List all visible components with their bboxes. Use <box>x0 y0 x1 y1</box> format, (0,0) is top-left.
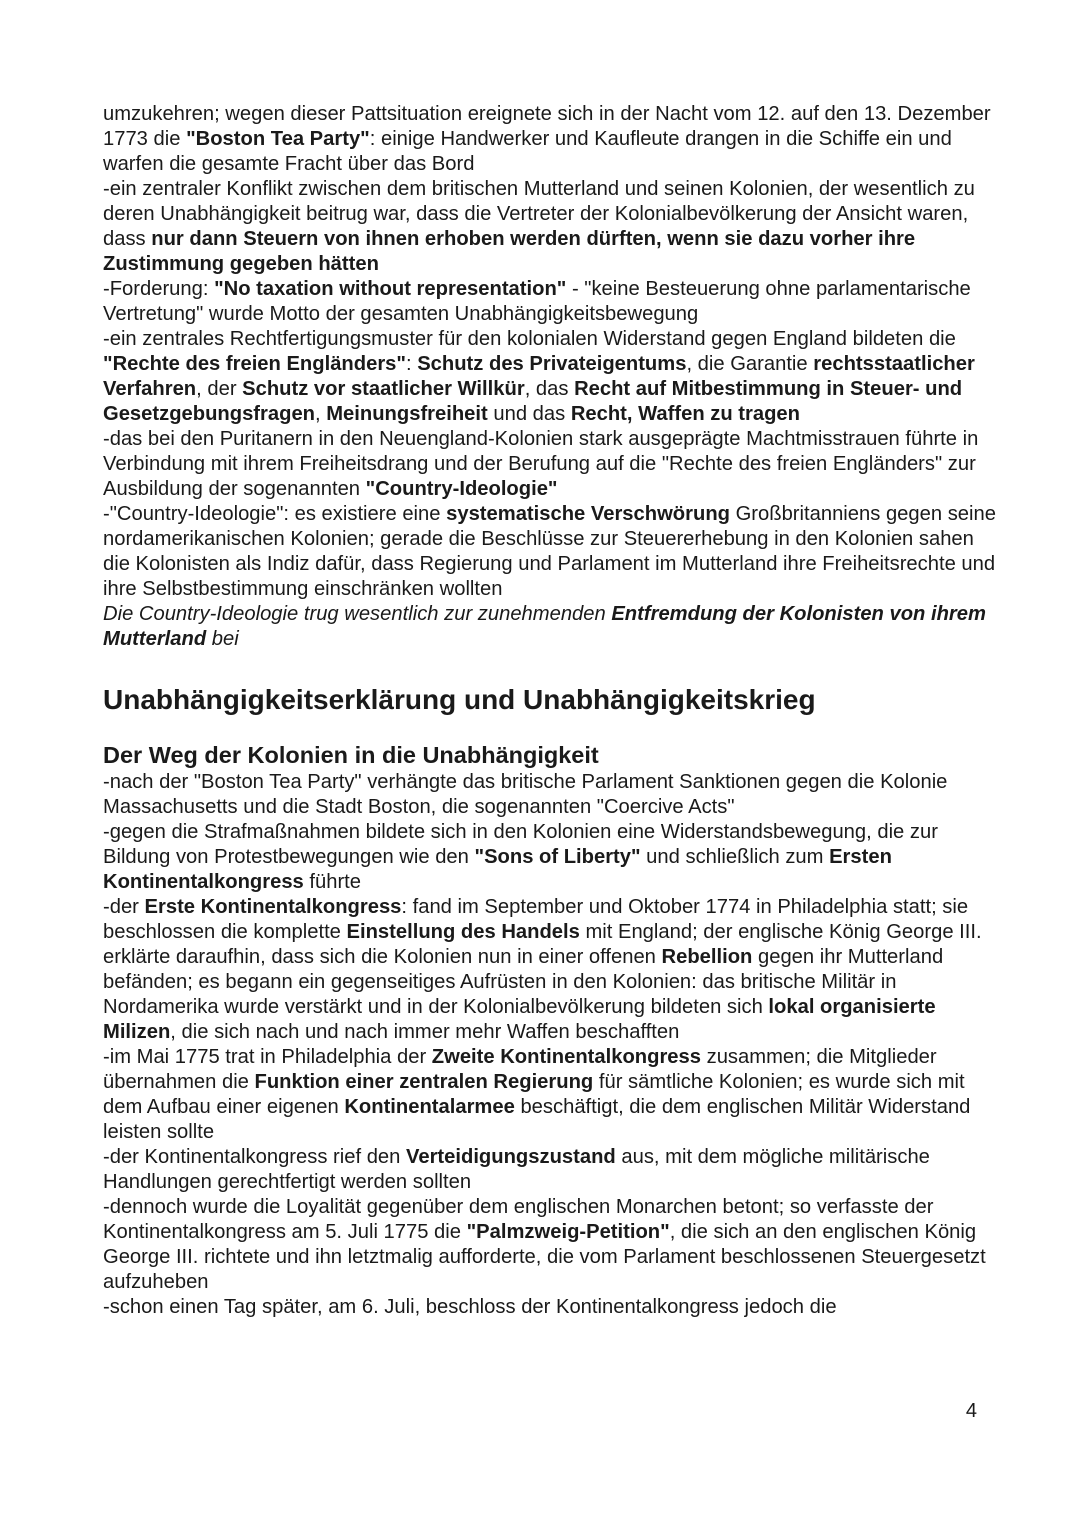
text: aus, mit dem mögliche militärische Handlungen gerechtfertigt werden sollten <box>103 1146 936 1193</box>
bold-text: Zweite Kontinentalkongress <box>431 1046 701 1068</box>
text: -"Country-Ideologie": es existiere eine <box>103 503 447 525</box>
bold-text: Entfremdung der Kolonisten von ihrem Mutterland <box>103 603 992 650</box>
text: beschäftigt, die dem englischen Militär Widerstand leisten sollte <box>103 1096 977 1143</box>
text: -ein zentraler Konflikt zwischen dem britischen Mutterland und seinen Kolonien, der wesentlich zu deren Unabhängigkeit beitrug war, dass die Vertreter der Kolonialbevölkerung der Ansicht waren, dass <box>103 178 981 250</box>
text: - "keine Besteuerung ohne parlamentarische Vertretung" wurde Motto der gesamten Unabhängigkeitsbewegung <box>103 278 977 325</box>
text: -dennoch wurde die Loyalität gegenüber dem englischen Monarchen betont; so verfasste der Kontinentalkongress am 5. Juli 1775 die <box>103 1196 940 1243</box>
text: -das bei den Puritanern in den Neuengland-Kolonien stark ausgeprägte Machtmisstrauen führte in Verbindung mit ihrem Freiheitsdrang und der Berufung auf die "Rechte des freien Engländers" zur Ausbildung der sogenannten <box>103 428 984 500</box>
text: Großbritanniens gegen seine nordamerikanischen Kolonien; gerade die Beschlüsse zur Steuererhebung in den Kolonien sahen die Kolonisten als Indiz dafür, dass Regierung und Parlament im Mutterland ihre Freiheitsrechte und ihre Selbstbestimmung einschränken wollten <box>103 503 1002 600</box>
section-bottom <box>103 770 1003 1320</box>
text: : einige Handwerker und Kaufleute drangen in die Schiffe ein und warfen die gesamte Fracht über das Bord <box>103 128 958 175</box>
text: -im Mai 1775 trat in Philadelphia der <box>103 1046 432 1068</box>
bold-text: "Rechte des freien Engländers" <box>103 353 406 375</box>
bold-text: "Sons of Liberty" <box>474 846 641 868</box>
bold-text: Erste Kontinentalkongress <box>144 896 402 918</box>
text: mit England; der englische König George III. erklärte daraufhin, dass sich die Kolonien nun in einer offenen <box>103 921 988 968</box>
text: für sämtliche Kolonien; es wurde sich mit dem Aufbau einer eigenen <box>103 1071 971 1118</box>
paragraph <box>103 427 1003 502</box>
paragraph <box>103 1145 1003 1195</box>
paragraph <box>103 177 1003 277</box>
text: -Forderung: <box>103 278 215 300</box>
paragraph <box>103 770 1003 820</box>
bold-text: "Boston Tea Party" <box>186 128 370 150</box>
paragraph <box>103 277 1003 327</box>
document-page <box>103 102 1003 1320</box>
bold-text: nur dann Steuern von ihnen erhoben werden dürften, wenn sie dazu vorher ihre Zustimmung gegeben hätten <box>103 228 921 275</box>
text: zusammen; die Mitglieder übernahmen die <box>103 1046 943 1093</box>
bold-text: rechtsstaatlicher Verfahren <box>103 353 981 400</box>
text: bei <box>206 628 239 650</box>
bold-text: lokal organisierte Milizen <box>103 996 942 1043</box>
bold-text: Rebellion <box>661 946 753 968</box>
bold-text: Kontinentalarmee <box>344 1096 515 1118</box>
text: Die Country-Ideologie trug wesentlich zur zunehmenden <box>103 603 612 625</box>
bold-text: Ersten Kontinentalkongress <box>103 846 898 893</box>
bold-text: Verteidigungszustand <box>406 1146 616 1168</box>
text: : <box>405 353 418 375</box>
text: umzukehren; wegen dieser Pattsituation ereignete sich in der Nacht vom 12. auf den 13. Dezember 1773 die <box>103 103 997 150</box>
section-top <box>103 102 1003 652</box>
paragraph <box>103 895 1003 1045</box>
paragraph <box>103 102 1003 177</box>
paragraph <box>103 502 1003 602</box>
bold-text: "No taxation without representation" <box>214 278 567 300</box>
paragraph <box>103 820 1003 895</box>
text: : fand im September und Oktober 1774 in Philadelphia statt; sie beschlossen die komplette <box>103 896 974 943</box>
text: , das <box>524 378 575 400</box>
bold-text: Meinungsfreiheit <box>326 403 488 425</box>
paragraph <box>103 602 1003 652</box>
bold-text: Recht auf Mitbestimmung in Steuer- und Gesetzgebungsfragen <box>103 378 968 425</box>
bold-text: Einstellung des Handels <box>346 921 580 943</box>
text: , die sich nach und nach immer mehr Waffen beschafften <box>170 1021 680 1043</box>
text: , der <box>196 378 243 400</box>
text: -nach der "Boston Tea Party" verhängte das britische Parlament Sanktionen gegen die Kolonie Massachusetts und die Stadt Boston, die sogenannten "Coercive Acts" <box>103 771 954 818</box>
text: -gegen die Strafmaßnahmen bildete sich in den Kolonien eine Widerstandsbewegung, die zur Bildung von Protestbewegungen wie den <box>103 821 944 868</box>
paragraph <box>103 1295 1003 1320</box>
text: , die sich an den englischen König George III. richtete und ihn letztmalig aufforderte, die vom Parlament beschlossenen Steuergesetzt aufzuheben <box>103 1221 992 1293</box>
heading-unabhaengigkeit: Unabhängigkeitserklärung und Unabhängigkeitskrieg <box>103 684 816 715</box>
text: -schon einen Tag später, am 6. Juli, beschloss der Kontinentalkongress jedoch die <box>103 1296 837 1318</box>
text: führte <box>303 871 362 893</box>
page-number: 4 <box>965 1400 977 1422</box>
text: , die Garantie <box>686 353 814 375</box>
paragraph <box>103 1195 1003 1295</box>
text: -der Kontinentalkongress rief den <box>103 1146 406 1168</box>
text: , <box>315 403 327 425</box>
bold-text: Funktion einer zentralen Regierung <box>254 1071 594 1093</box>
bold-text: Schutz des Privateigentums <box>417 353 687 375</box>
subheading-weg-der-kolonien: Der Weg der Kolonien in die Unabhängigkeit <box>103 742 599 768</box>
bold-text: "Country-Ideologie" <box>365 478 558 500</box>
text: und das <box>487 403 571 425</box>
text: -der <box>103 896 145 918</box>
bold-text: "Palmzweig-Petition" <box>466 1221 670 1243</box>
text: und schließlich zum <box>640 846 830 868</box>
paragraph <box>103 1045 1003 1145</box>
bold-text: systematische Verschwörung <box>446 503 730 525</box>
bold-text: Recht, Waffen zu tragen <box>570 403 800 425</box>
bold-text: Schutz vor staatlicher Willkür <box>242 378 525 400</box>
text: gegen ihr Mutterland befänden; es begann ein gegenseitiges Aufrüsten in den Kolonien: das britische Militär in Nordamerika wurde verstärkt und in der Kolonialbevölkerung bildeten sich <box>103 946 949 1018</box>
text: -ein zentrales Rechtfertigungsmuster für den kolonialen Widerstand gegen England bildeten die <box>103 328 962 350</box>
paragraph <box>103 327 1003 427</box>
